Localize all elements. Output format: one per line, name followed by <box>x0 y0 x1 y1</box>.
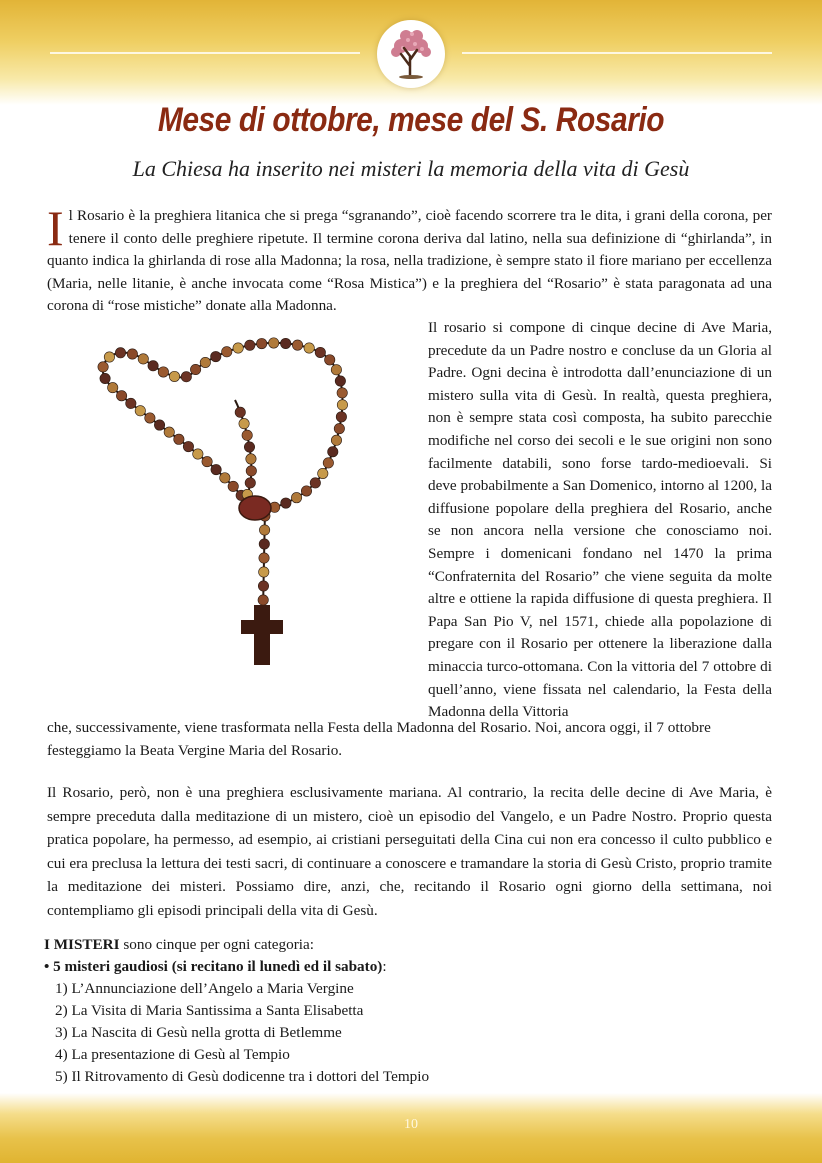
rosary-bead <box>211 464 221 474</box>
history-column-paragraph: Il rosario si compone di cinque decine di Ave Maria, precedute da un Padre nostro e concluse da un Gloria al Padre. Ogni decina è introdotta dall’enunciazione di un mistero sulla vita di Gesù. In realtà, questa preghiera, non è sempre stata così composta, ha subito parecchie modifiche nel corso dei secoli e le sue origini non sono facilmente databili, sono forse tardo-medioevali. Si deve probabilmente a San Domenico, intorno al 1200, la diffusione popolare della preghiera del Rosario, anche se non ancora nella versione che conosciamo noi. Sempre i domenicani fondano nel 1470 la prima “Confraternita del Rosario” che viene seguita da molte altre e ottiene la rapida diffusione di questa preghiera. Il Papa San Pio V, nel 1571, chiede alla popolazione di pregare con il Rosario per ottenere la liberazione dalla minaccia turco-ottomana. Con la vittoria del 7 ottobre di quell’anno, viene fissata nel calendario, la Festa della Madonna della Vittoria <box>428 319 772 721</box>
header-rule-left <box>50 52 360 54</box>
rosary-bead <box>310 478 320 488</box>
rosary-bead <box>245 340 255 350</box>
rosary-bead <box>108 382 118 392</box>
rosary-bead <box>259 525 269 535</box>
rosary-bead <box>244 442 254 452</box>
rosary-bead <box>318 468 328 478</box>
rosary-bead <box>181 372 191 382</box>
rosary-bead <box>304 343 314 353</box>
rosary-bead <box>337 388 347 398</box>
rosary-bead <box>135 406 145 416</box>
misteri-heading-text: sono cinque per ogni categoria: <box>119 936 314 953</box>
list-item: 5) Il Ritrovamento di Gesù dodicenne tra i dottori del Tempio <box>55 1068 430 1085</box>
rosary-bead <box>291 492 301 502</box>
rosary-bead <box>190 364 200 374</box>
list-item: 4) La presentazione di Gesù al Tempio <box>55 1046 290 1063</box>
rosary-bead <box>100 373 110 383</box>
category-title: 5 misteri gaudiosi <box>53 958 168 975</box>
rosary-bead <box>268 338 278 348</box>
rosary-bead <box>193 449 203 459</box>
list-item: 2) La Visita di Maria Santissima a Santa Elisabetta <box>55 1002 364 1019</box>
rosary-bead <box>337 400 347 410</box>
meditation-paragraph: Il Rosario, però, non è una preghiera esclusivamente mariana. Al contrario, la recita delle decine di Ave Maria, è sempre preceduta dalla meditazione di un mistero, cioè un episodio del Vangelo, e un Padre Nostro. Proprio questa pratica popolare, ha permesso, ad esempio, ai cristiani perseguitati della Cina cui non era concesso il culto pubblico e cui era preclusa la lettura dei testi sacri, di continuare a conoscere e tramandare la storia di Gesù Cristo, proprio tramite la meditazione dei misteri. Possiamo dire, anzi, che, recitando il Rosario ogni giorno della settimana, noi contempliamo gli episodi principali della vita di Gesù. <box>47 784 772 919</box>
page-number: 10 <box>404 1117 418 1132</box>
rosary-bead <box>202 456 212 466</box>
rosary-bead <box>138 354 148 364</box>
rosary-bead <box>235 407 245 417</box>
rosary-bead <box>281 498 291 508</box>
rosary-bead <box>280 338 290 348</box>
category-colon: : <box>382 958 387 975</box>
rosary-bead <box>233 343 243 353</box>
rosary-bead <box>259 539 269 549</box>
category-bullet: • <box>44 958 50 975</box>
rosary-bead <box>158 367 168 377</box>
rosary-bead <box>292 340 302 350</box>
rosary-bead <box>242 430 252 440</box>
intro-text: l Rosario è la preghiera litanica che si prega “sgranando”, cioè facendo scorrere tra le dita, i grani della corona, per tenere il conto delle preghiere ripetute. Il termine corona deriva dal latino, nella sua definizione di “ghirlanda”, in quanto indica la ghirlanda di rose alla Madonna; la rosa, nella tradizione, è sempre stato il fiore mariano per eccellenza (Maria, nelle litanie, è anche invocata come “Rosa Mistica”) e la preghiera del “Rosario” è stata paragonata ad una corona di “rose mistiche” donate alla Madonna. <box>47 207 772 315</box>
page-title: Mese di ottobre, mese del S. Rosario <box>157 101 665 139</box>
rosary-bead <box>200 357 210 367</box>
page-subtitle: La Chiesa ha inserito nei misteri la memoria della vita di Gesù <box>132 156 690 181</box>
rosary-bead <box>154 420 164 430</box>
rosary-bead <box>301 486 311 496</box>
rosary-image <box>85 330 375 690</box>
category-days: (si recitano il lunedì ed il sabato) <box>171 958 383 975</box>
rosary-bead <box>328 447 338 457</box>
intro-paragraph <box>47 200 772 318</box>
rosary-bead <box>98 362 108 372</box>
tree-icon <box>377 20 445 88</box>
rosary-medal <box>239 496 271 520</box>
rosary-bead <box>259 567 269 577</box>
rosary-bead <box>323 458 333 468</box>
rosary-bead <box>169 371 179 381</box>
rosary-bead <box>246 466 256 476</box>
misteri-heading-bold: I MISTERI <box>44 936 120 953</box>
rosary-bead <box>183 441 193 451</box>
rosary-bead <box>334 423 344 433</box>
rosary-bead <box>145 413 155 423</box>
rosary-bead <box>174 434 184 444</box>
rosary-bead <box>228 481 238 491</box>
rosary-bead <box>222 347 232 357</box>
rosary-bead <box>116 391 126 401</box>
rosary-bead <box>126 398 136 408</box>
rosary-bead <box>259 553 269 563</box>
tree-logo <box>377 20 445 88</box>
list-item: 3) La Nascita di Gesù nella grotta di Betlemme <box>55 1024 342 1041</box>
rosary-bead <box>104 352 114 362</box>
rosary-bead <box>220 473 230 483</box>
header-rule-right <box>462 52 772 54</box>
rosary-beads <box>98 338 348 605</box>
rosary-bead <box>325 355 335 365</box>
misteri-list <box>44 934 769 1088</box>
history-continuation: che, successivamente, viene trasformata nella Festa della Madonna del Rosario. Noi, ancora oggi, il 7 ottobre festeggiamo la Beata Vergine Maria del Rosario. <box>47 719 711 759</box>
rosary-bead <box>315 347 325 357</box>
rosary-bead <box>245 478 255 488</box>
rosary-bead <box>115 348 125 358</box>
rosary-bead <box>258 595 268 605</box>
cross-icon <box>241 605 283 665</box>
rosary-bead <box>331 365 341 375</box>
misteri-category <box>44 956 769 978</box>
rosary-bead <box>331 435 341 445</box>
rosary-bead <box>239 418 249 428</box>
rosary-bead <box>257 338 267 348</box>
list-item: 1) L’Annunciazione dell’Angelo a Maria Vergine <box>55 980 354 997</box>
rosary-bead <box>148 361 158 371</box>
rosary-bead <box>336 412 346 422</box>
rosary-bead <box>258 581 268 591</box>
rosary-bead <box>246 454 256 464</box>
misteri-heading <box>44 934 769 956</box>
rosary-bead <box>211 351 221 361</box>
drop-cap: I <box>47 200 64 256</box>
rosary-bead <box>164 427 174 437</box>
rosary-bead <box>127 349 137 359</box>
rosary-bead <box>335 376 345 386</box>
